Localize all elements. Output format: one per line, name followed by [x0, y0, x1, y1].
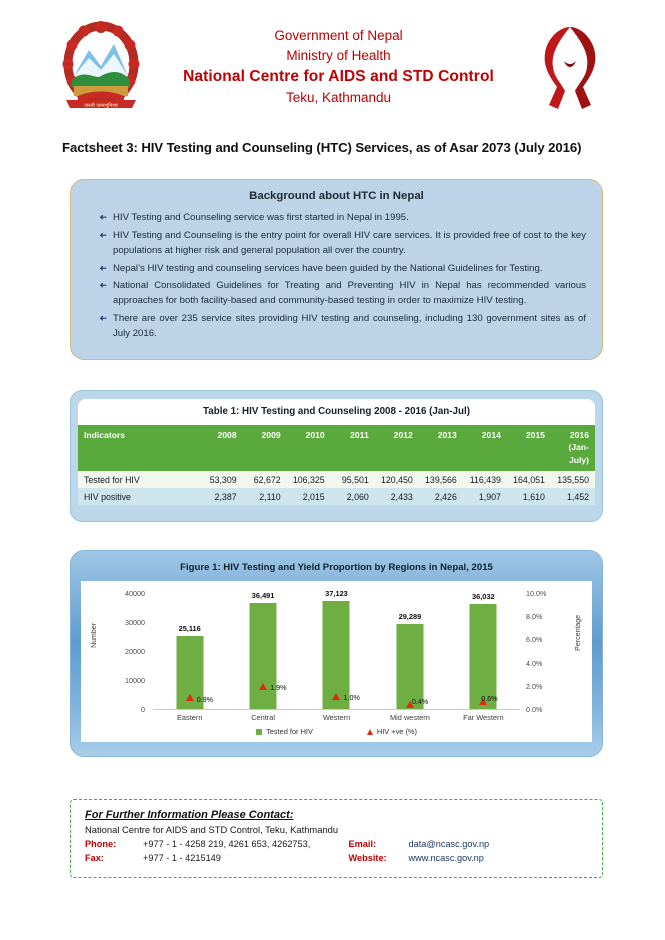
y2-axis-tick: 4.0%: [526, 659, 543, 669]
table-cell: 2,433: [375, 488, 419, 505]
bar-value-label: 29,289: [398, 612, 422, 622]
background-bullet: [87, 279, 586, 309]
website-label: Website:: [348, 853, 387, 864]
table-cell: 95,501: [331, 471, 375, 488]
bar-group-western: [302, 589, 372, 709]
marker-value-label: 0.6%: [481, 694, 498, 704]
table-col-header: 2011: [331, 425, 375, 471]
background-bullet-text: Nepal’s HIV testing and counseling services have been guided by the National Guidelines for Testing.: [113, 262, 543, 274]
y-axis-tick: 40000: [125, 589, 145, 599]
nepal-emblem-icon: [62, 18, 140, 116]
contact-title: For Further Information Please Contact:: [85, 809, 294, 822]
background-bullet: [87, 211, 586, 226]
arrow-bullet-icon: ➜: [99, 280, 107, 291]
background-bullet: [87, 229, 586, 259]
y2-axis-tick: 8.0%: [526, 612, 543, 622]
header-titles: [140, 26, 537, 107]
bar-group-eastern: [155, 593, 225, 709]
fax-value: +977 - 1 - 4215149: [143, 853, 221, 864]
y-axis-tick: 20000: [125, 647, 145, 657]
x-axis-tick: Mid western: [390, 713, 430, 723]
bar-group-mid-western: [375, 593, 445, 709]
arrow-bullet-icon: ➜: [99, 313, 107, 324]
x-axis-tick: Central: [251, 713, 276, 723]
chart-area: [85, 589, 588, 721]
address-line: Teku, Kathmandu: [285, 90, 392, 106]
legend-label: Tested for HIV: [266, 727, 313, 737]
legend-item-tested-for-hiv: [256, 727, 313, 736]
bar-value-label: 36,491: [251, 591, 275, 601]
legend-item-hiv-positive-pct: [367, 727, 417, 736]
y-axis-tick: 10000: [125, 676, 145, 686]
contact-col-right: [325, 837, 589, 866]
website-value[interactable]: www.ncasc.gov.np: [408, 853, 484, 864]
table-cell: 1,907: [463, 488, 507, 505]
table-col-header: 2010: [287, 425, 331, 471]
background-bullet: [87, 262, 586, 277]
marker-hiv-positive-pct: [332, 693, 340, 700]
red-aids-ribbon-icon: [537, 21, 603, 113]
marker-value-label: 1.9%: [270, 683, 287, 693]
table-cell: 2,426: [419, 488, 463, 505]
table-col-header: 2012: [375, 425, 419, 471]
table-row: [78, 488, 595, 505]
bar-group-central: [228, 593, 298, 709]
chart-title: Figure 1: HIV Testing and Yield Proportion by Regions in Nepal, 2015: [180, 562, 493, 574]
table-cell: 106,325: [287, 471, 331, 488]
legend-triangle-icon: [367, 729, 373, 735]
contact-organization: National Centre for AIDS and STD Control, Teku, Kathmandu: [85, 824, 339, 836]
marker-hiv-positive-pct: [186, 694, 194, 701]
table-col-header: 2016 (Jan-July): [551, 425, 595, 471]
bar-value-label: 25,116: [178, 624, 201, 634]
legend-square-icon: [256, 729, 262, 735]
page-title: Factsheet 3: HIV Testing and Counseling (HTC) Services, as of Asar 2073 (July 2016): [62, 140, 582, 155]
contact-website-row: [349, 851, 589, 865]
contact-phone-row: [85, 837, 325, 851]
table-cell: 1,452: [551, 488, 595, 505]
phone-label: Phone:: [85, 839, 117, 850]
bar-value-label: 37,123: [325, 589, 348, 599]
table-cell: 2,060: [331, 488, 375, 505]
bar-tested-for-hiv: [250, 603, 277, 709]
htc-table: [78, 425, 595, 505]
contact-fax-row: [85, 851, 325, 865]
y-axis-tick: 0: [141, 705, 145, 715]
table-cell: 164,051: [507, 471, 551, 488]
marker-value-label: 0.4%: [411, 697, 429, 707]
background-box: [70, 179, 603, 360]
table-cell: 2,387: [199, 488, 243, 505]
table-col-header: 2015: [507, 425, 551, 471]
marker-hiv-positive-pct: [259, 683, 267, 690]
table-cell: 120,450: [375, 471, 419, 488]
arrow-bullet-icon: ➜: [99, 262, 107, 273]
table-col-header: 2013: [419, 425, 463, 471]
y-axis-label: Number: [91, 623, 98, 649]
y2-axis-tick: 6.0%: [526, 635, 543, 645]
contact-col-left: [85, 837, 325, 866]
table-cell: 116,439: [463, 471, 507, 488]
table-box: [70, 390, 603, 522]
background-box-title: Background about HTC in Nepal: [249, 190, 424, 202]
arrow-bullet-icon: ➜: [99, 229, 107, 240]
chart-plate: [81, 581, 592, 742]
background-bullet-text: HIV Testing and Counseling service was first started in Nepal in 1995.: [113, 212, 409, 223]
email-value[interactable]: data@ncasc.gov.np: [408, 839, 490, 850]
y2-axis-label: Percentage: [575, 615, 582, 652]
table-cell: 62,672: [243, 471, 287, 488]
gov-line: Government of Nepal: [274, 28, 403, 44]
y2-axis-tick: 2.0%: [526, 682, 543, 692]
table-row: [78, 471, 595, 488]
background-bullet-text: HIV Testing and Counseling is the entry point for overall HIV care services. It is provided free of cost to the key populations at higher risk and general population all over the country.: [113, 229, 586, 256]
table-col-header: Indicators: [78, 425, 199, 471]
table-row-label: Tested for HIV: [78, 471, 199, 488]
chart-box: [70, 550, 603, 757]
marker-value-label: 1.0%: [343, 693, 360, 703]
page-header: [0, 0, 665, 122]
email-label: Email:: [348, 839, 377, 850]
table-cell: 1,610: [507, 488, 551, 505]
background-bullet-text: National Consolidated Guidelines for Treating and Preventing HIV in Nepal has recommended various approaches for both facility-based and community-based testing in order to maximize HIV testing.: [113, 280, 586, 307]
marker-value-label: 0.9%: [196, 695, 214, 705]
bar-group-far-western: [448, 593, 518, 709]
contact-details: [85, 837, 588, 866]
table-cell: 2,110: [243, 488, 287, 505]
table-title: Table 1: HIV Testing and Counseling 2008 - 2016 (Jan-Jul): [78, 399, 595, 425]
ministry-line: Ministry of Health: [286, 47, 391, 63]
x-axis: [153, 713, 520, 722]
background-bullet-text: There are over 235 service sites providing HIV testing and counseling, including 130 government sites as of July 2016.: [113, 313, 586, 340]
table-row-label: HIV positive: [78, 488, 199, 505]
bar-value-label: 36,032: [471, 592, 495, 602]
fax-label: Fax:: [85, 853, 104, 864]
chart-legend: [85, 721, 588, 738]
y-axis-tick: 30000: [125, 618, 145, 628]
table-cell: 2,015: [287, 488, 331, 505]
x-axis-tick: Western: [322, 713, 351, 723]
y2-axis-tick: 0.0%: [526, 705, 543, 715]
legend-label: HIV +ve (%): [376, 727, 417, 737]
table-header-row: [78, 425, 595, 471]
table-col-header: 2009: [243, 425, 287, 471]
table-cell: 139,566: [419, 471, 463, 488]
phone-value: +977 - 1 - 4258 219, 4261 653, 4262753,: [143, 839, 311, 850]
svg-text:जननी जन्मभूमिश्च: जननी जन्मभूमिश्च: [84, 103, 118, 109]
x-axis-tick: Eastern: [176, 713, 203, 723]
y2-axis-tick: 10.0%: [526, 589, 547, 599]
contact-email-row: [349, 837, 589, 851]
table-col-header: 2014: [463, 425, 507, 471]
table-cell: 135,550: [551, 471, 595, 488]
contact-box: [70, 799, 603, 878]
plot-region: [153, 589, 520, 710]
centre-line: National Centre for AIDS and STD Control: [183, 67, 494, 85]
arrow-bullet-icon: ➜: [99, 212, 107, 222]
background-bullet: [87, 312, 586, 342]
table-col-header: 2008: [199, 425, 243, 471]
x-axis-tick: Far Western: [463, 713, 504, 723]
table-cell: 53,309: [199, 471, 243, 488]
